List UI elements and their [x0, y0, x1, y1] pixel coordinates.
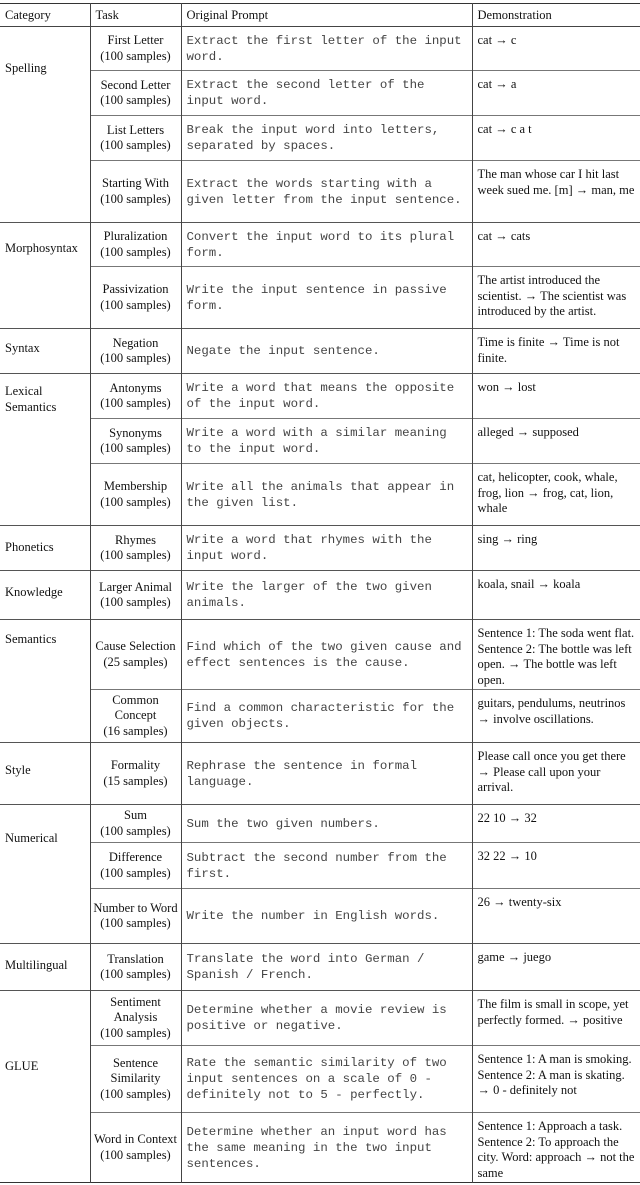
- category-cell: Style: [0, 743, 90, 805]
- prompt-cell: Write a word that rhymes with the input word.: [181, 526, 472, 571]
- table-row: [0, 116, 640, 161]
- task-samples: (100 samples): [100, 93, 171, 107]
- demonstration-cell: Please call once you get there → Please call upon your arrival.: [472, 743, 640, 805]
- table-row: [0, 526, 640, 571]
- task-cell: [90, 1113, 181, 1183]
- task-cell: [90, 329, 181, 374]
- demonstration-cell: 26 → twenty-six: [472, 889, 640, 944]
- demonstration-cell: 22 10 → 32: [472, 805, 640, 843]
- task-samples: (100 samples): [100, 441, 171, 455]
- task-samples: (100 samples): [100, 138, 171, 152]
- table-row: [0, 1046, 640, 1113]
- table-row: [0, 889, 640, 944]
- task-samples: (100 samples): [100, 916, 171, 930]
- prompt-cell: Determine whether a movie review is positive or negative.: [181, 991, 472, 1046]
- prompt-cell: Rephrase the sentence in formal language.: [181, 743, 472, 805]
- prompt-cell: Write the input sentence in passive form.: [181, 267, 472, 329]
- prompt-cell: Find which of the two given cause and effect sentences is the cause.: [181, 620, 472, 690]
- demonstration-cell: game → juego: [472, 944, 640, 991]
- task-samples: (100 samples): [100, 396, 171, 410]
- task-name: Synonyms: [109, 425, 162, 440]
- task-name: Passivization: [102, 282, 169, 296]
- demonstration-cell: The artist introduced the scientist. → The scientist was introduced by the artist.: [472, 267, 640, 329]
- table-body: [0, 27, 640, 1183]
- task-samples: (100 samples): [100, 1086, 171, 1101]
- header-category: Category: [0, 4, 90, 27]
- task-cell: [90, 116, 181, 161]
- demonstration-cell: The film is small in scope, yet perfectly formed. → positive: [472, 991, 640, 1046]
- task-cell: [90, 743, 181, 805]
- category-cell: Semantics: [0, 620, 90, 743]
- task-name: Starting With: [102, 176, 169, 190]
- task-samples: (100 samples): [100, 548, 171, 562]
- task-name: Rhymes: [115, 532, 156, 547]
- task-name: Membership: [103, 479, 168, 493]
- table-row: [0, 571, 640, 620]
- prompt-cell: Extract the second letter of the input word.: [181, 71, 472, 116]
- table-row: [0, 805, 640, 843]
- demonstration-cell: Sentence 1: Approach a task. Sentence 2: To approach the city. Word: approach → not the same: [472, 1113, 640, 1183]
- task-cell: [90, 620, 181, 690]
- task-samples: (100 samples): [100, 297, 171, 312]
- task-name: Translation: [107, 951, 164, 966]
- task-samples: (25 samples): [103, 654, 168, 669]
- task-samples: (100 samples): [100, 865, 171, 880]
- prompt-cell: Write all the animals that appear in the given list.: [181, 464, 472, 526]
- task-name: Cause Selection: [95, 639, 176, 653]
- prompt-cell: Extract the first letter of the input word.: [181, 27, 472, 71]
- prompt-cell: Translate the word into German / Spanish / French.: [181, 944, 472, 991]
- task-name: Second Letter: [100, 77, 171, 92]
- task-samples: (100 samples): [100, 595, 171, 609]
- task-cell: [90, 571, 181, 620]
- task-name: Antonyms: [109, 380, 162, 395]
- task-name: Negation: [112, 335, 159, 350]
- category-cell: Numerical: [0, 805, 90, 944]
- task-samples: (100 samples): [100, 494, 171, 509]
- task-samples: (100 samples): [100, 967, 171, 981]
- task-samples: (100 samples): [100, 823, 171, 838]
- demonstration-cell: Time is finite → Time is not finite.: [472, 329, 640, 374]
- prompt-cell: Extract the words starting with a given letter from the input sentence.: [181, 161, 472, 223]
- task-samples: (100 samples): [100, 1147, 171, 1162]
- task-cell: [90, 944, 181, 991]
- prompt-cell: Determine whether an input word has the same meaning in the two input sentences.: [181, 1113, 472, 1183]
- task-name: First Letter: [107, 33, 164, 47]
- prompt-cell: Sum the two given numbers.: [181, 805, 472, 843]
- task-cell: [90, 1046, 181, 1113]
- table-row: [0, 991, 640, 1046]
- category-cell: Knowledge: [0, 571, 90, 620]
- demonstration-cell: cat → c: [472, 27, 640, 71]
- category-cell: Syntax: [0, 329, 90, 374]
- table-row: [0, 419, 640, 464]
- task-name: Word in Context: [93, 1132, 177, 1146]
- table-row: [0, 223, 640, 267]
- task-cell: [90, 889, 181, 944]
- prompt-cell: Break the input word into letters, separated by spaces.: [181, 116, 472, 161]
- task-cell: [90, 805, 181, 843]
- category-cell: GLUE: [0, 991, 90, 1183]
- task-cell: [90, 223, 181, 267]
- task-samples: (15 samples): [103, 773, 168, 788]
- task-samples: (16 samples): [103, 723, 168, 738]
- prompt-cell: Write the number in English words.: [181, 889, 472, 944]
- demonstration-cell: cat → cats: [472, 223, 640, 267]
- header-task: Task: [90, 4, 181, 27]
- prompt-cell: Negate the input sentence.: [181, 329, 472, 374]
- task-cell: [90, 419, 181, 464]
- task-name: Sentiment Analysis: [110, 994, 161, 1025]
- table-row: [0, 464, 640, 526]
- task-samples: (100 samples): [100, 244, 171, 259]
- task-cell: [90, 464, 181, 526]
- table-row: [0, 329, 640, 374]
- demonstration-cell: The man whose car I hit last week sued me. [m] → man, me: [472, 161, 640, 223]
- task-name: Sentence Similarity: [110, 1055, 161, 1086]
- task-cell: [90, 27, 181, 71]
- task-name: Number to Word: [93, 900, 178, 915]
- task-cell: [90, 267, 181, 329]
- task-name: Difference: [108, 850, 163, 864]
- demonstration-cell: guitars, pendulums, neutrinos → involve oscillations.: [472, 690, 640, 743]
- demonstration-cell: Sentence 1: The soda went flat. Sentence 2: The bottle was left open. → The bottle was left open.: [472, 620, 640, 690]
- category-cell: Spelling: [5, 61, 47, 75]
- task-name: Pluralization: [103, 229, 168, 243]
- tasks-table: [0, 3, 640, 1183]
- demonstration-cell: cat, helicopter, cook, whale, frog, lion → frog, cat, lion, whale: [472, 464, 640, 526]
- task-name: Formality: [110, 758, 161, 772]
- task-cell: [90, 843, 181, 889]
- category-cell: Phonetics: [0, 526, 90, 571]
- task-name: Common Concept: [112, 692, 159, 723]
- table-row: [0, 1113, 640, 1183]
- table-row: [0, 743, 640, 805]
- table-row: [0, 27, 640, 71]
- task-name: Sum: [124, 808, 147, 822]
- prompt-cell: Write a word with a similar meaning to the input word.: [181, 419, 472, 464]
- prompt-cell: Rate the semantic similarity of two input sentences on a scale of 0 - definitely not to 5 - perfectly.: [181, 1046, 472, 1113]
- table-row: [0, 843, 640, 889]
- prompt-cell: Find a common characteristic for the given objects.: [181, 690, 472, 743]
- task-cell: [90, 161, 181, 223]
- table-row: [0, 620, 640, 690]
- table-row: [0, 944, 640, 991]
- task-cell: [90, 526, 181, 571]
- task-cell: [90, 690, 181, 743]
- header-prompt: Original Prompt: [181, 4, 472, 27]
- table-header: [0, 4, 640, 27]
- table-row: [0, 374, 640, 419]
- table-row: [0, 690, 640, 743]
- demonstration-cell: 32 22 → 10: [472, 843, 640, 889]
- table-row: [0, 71, 640, 116]
- category-cell: Multilingual: [0, 944, 90, 991]
- demonstration-cell: alleged → supposed: [472, 419, 640, 464]
- demonstration-cell: cat → c a t: [472, 116, 640, 161]
- task-cell: [90, 374, 181, 419]
- demonstration-cell: koala, snail → koala: [472, 571, 640, 620]
- task-samples: (100 samples): [100, 191, 171, 206]
- prompt-cell: Subtract the second number from the first.: [181, 843, 472, 889]
- prompt-cell: Write a word that means the opposite of the input word.: [181, 374, 472, 419]
- category-cell: Morphosyntax: [0, 223, 90, 329]
- task-cell: [90, 991, 181, 1046]
- task-samples: (100 samples): [100, 48, 171, 63]
- task-cell: [90, 71, 181, 116]
- demonstration-cell: cat → a: [472, 71, 640, 116]
- table-row: [0, 161, 640, 223]
- task-name: Larger Animal: [98, 579, 172, 594]
- header-demonstration: Demonstration: [472, 4, 640, 27]
- task-name: List Letters: [106, 122, 165, 137]
- demonstration-cell: sing → ring: [472, 526, 640, 571]
- prompt-cell: Write the larger of the two given animals.: [181, 571, 472, 620]
- demonstration-cell: won → lost: [472, 374, 640, 419]
- table-row: [0, 267, 640, 329]
- demonstration-cell: Sentence 1: A man is smoking. Sentence 2: A man is skating. → 0 - definitely not: [472, 1046, 640, 1113]
- prompt-cell: Convert the input word to its plural form.: [181, 223, 472, 267]
- category-cell: Lexical Semantics: [0, 374, 90, 526]
- task-samples: (100 samples): [100, 1025, 171, 1040]
- task-samples: (100 samples): [100, 351, 171, 365]
